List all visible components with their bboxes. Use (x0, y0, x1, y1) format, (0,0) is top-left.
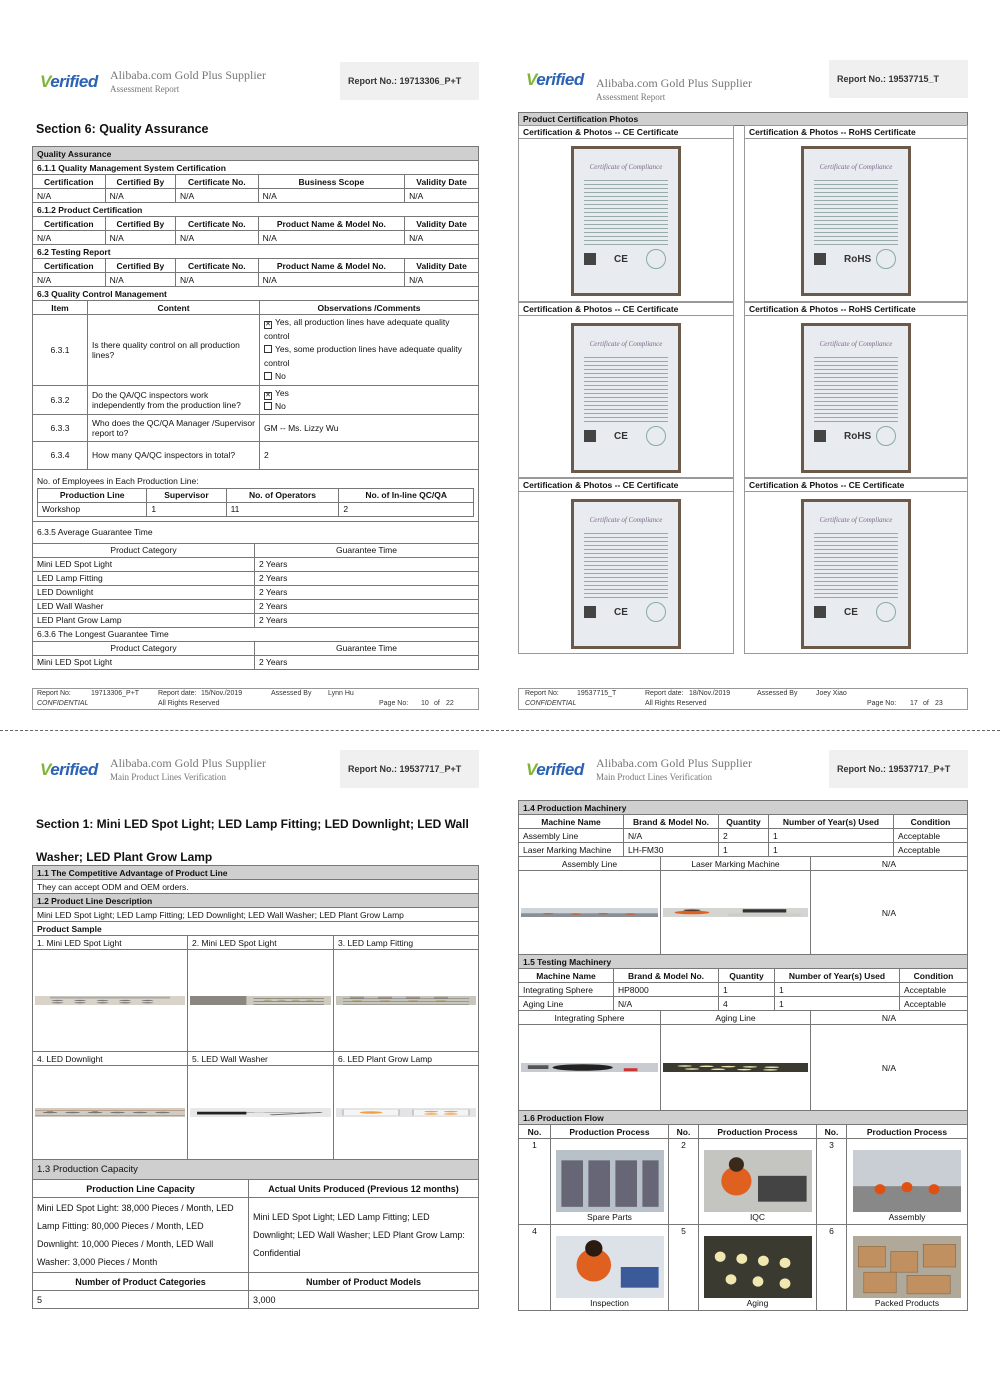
checkbox (264, 345, 272, 353)
table-header-cell: Number of Product Categories (33, 1273, 249, 1291)
table-cell: 6.1.2 Product Certification (33, 203, 479, 217)
checkbox-checked: ✕ (265, 391, 271, 399)
table-cell: 3 (817, 1139, 847, 1225)
verified-logo: Verified (40, 760, 98, 779)
table-cell: Guarantee Time (255, 543, 479, 557)
table-header-cell: Certificate No. (176, 259, 259, 273)
table-cell: 4. LED Downlight (33, 1052, 188, 1066)
qr-code-icon (814, 430, 826, 442)
table-cell: 1.5 Testing Machinery (519, 955, 968, 969)
table-header-cell: Machine Name (519, 815, 624, 829)
table-cell: Acceptable (894, 843, 968, 857)
table-cell: Integrating Sphere (519, 1011, 661, 1025)
table-cell (188, 1066, 334, 1160)
table-cell: N/A (614, 997, 719, 1011)
table-cell (661, 1025, 811, 1111)
guarantee-table (32, 521, 479, 670)
table-cell: Aging Line (661, 1011, 811, 1025)
table-cell: Laser Marking Machine (661, 857, 811, 871)
qr-code-icon (584, 430, 596, 442)
table-cell: IQC (699, 1139, 817, 1225)
table-cell: Do the QA/QC inspectors work independently from the production line? (88, 385, 260, 414)
table-cell: N/A (405, 231, 479, 245)
table-cell: LH-FM30 (624, 843, 719, 857)
table-header-cell: Certified By (105, 259, 175, 273)
qr-code-icon (584, 606, 596, 618)
table-cell: 5 (33, 1291, 249, 1309)
table-cell: 2 Years (255, 613, 479, 627)
employees-table (37, 488, 474, 517)
table-cell: HP8000 (614, 983, 719, 997)
table-cell: Mini LED Spot Light; LED Lamp Fitting; LED Downlight; LED Wall Washer; LED Plant Grow Lamp: Confidential (249, 1198, 479, 1273)
report-number: Report No.: 19537717_P+T (340, 750, 479, 788)
checkbox (264, 372, 272, 380)
table-header-cell: No. of Operators (226, 488, 339, 502)
table-cell: N/A (405, 189, 479, 203)
table-cell: 2 (339, 502, 474, 516)
table-header-cell: Number of Year(s) Used (775, 969, 900, 983)
table-cell: 2. Mini LED Spot Light (188, 936, 334, 950)
supplier-title: Alibaba.com Gold Plus Supplier Main Product Lines Verification (596, 756, 752, 782)
table-header-cell: Certification (33, 259, 106, 273)
table-cell: Is there quality control on all production lines? (88, 315, 260, 386)
table-cell: LED Wall Washer (33, 599, 255, 613)
table-cell: Product Sample (33, 922, 479, 936)
report-header (32, 750, 479, 810)
table-cell: Spare Parts (551, 1139, 669, 1225)
table-cell: 6.3.5 Average Guarantee Time (33, 521, 479, 543)
table-cell: 2 (260, 441, 479, 469)
section-title: Section 6: Quality Assurance (36, 122, 209, 136)
product-photo (35, 1108, 185, 1117)
table-header-cell: Quantity (719, 969, 775, 983)
table-header-cell: Product Name & Model No. (258, 217, 404, 231)
table-cell: 11 (226, 502, 339, 516)
page-certification-photos (518, 60, 968, 712)
table-cell: Assembly Line (519, 829, 624, 843)
table-header-cell: No. (669, 1125, 699, 1139)
product-photo (336, 996, 476, 1005)
table-header-cell: Certified By (105, 217, 175, 231)
table-header-cell: No. (519, 1125, 551, 1139)
table-header-cell: Brand & Model No. (624, 815, 719, 829)
product-photo (35, 996, 185, 1005)
table-cell: 1. Mini LED Spot Light (33, 936, 188, 950)
table-header-cell: Certificate No. (176, 175, 259, 189)
qr-code-icon (814, 606, 826, 618)
table-cell: 5 (669, 1225, 699, 1311)
table-header-cell: Quantity (719, 815, 769, 829)
checkbox (264, 402, 272, 410)
table-header-cell: Condition (894, 815, 968, 829)
table-cell: Acceptable (900, 983, 968, 997)
report-number: Report No.: 19713306_P+T (340, 62, 479, 100)
table-header-cell: Validity Date (405, 175, 479, 189)
verified-logo: Verified (40, 72, 98, 91)
quality-control-table (32, 300, 479, 470)
checkbox-checked: ✕ (265, 321, 271, 328)
table-header-cell: Business Scope (258, 175, 404, 189)
table-cell (334, 950, 479, 1052)
product-photo (190, 996, 331, 1005)
table-cell: Product Category (33, 641, 255, 655)
production-machinery-table (518, 800, 968, 857)
flow-photo (853, 1150, 961, 1212)
table-cell: 6.3.6 The Longest Guarantee Time (33, 627, 479, 641)
table-cell: Assembly Line (519, 857, 661, 871)
section-title: Section 1: Mini LED Spot Light; LED Lamp Fitting; LED Downlight; LED Wall Washer; LED Plant Grow Lamp (36, 817, 469, 864)
table-header-cell: Certification (33, 217, 106, 231)
production-capacity-table (32, 1159, 479, 1309)
flow-photo (556, 1236, 664, 1298)
table-header-cell: Item (33, 301, 88, 315)
table-cell: N/A (624, 829, 719, 843)
table-header-cell: Production Line (38, 488, 147, 502)
seal-icon (876, 602, 896, 622)
supplier-title: Alibaba.com Gold Plus Supplier Main Product Lines Verification (110, 756, 266, 782)
machinery-photo (521, 908, 658, 917)
table-header-cell: Validity Date (405, 259, 479, 273)
table-cell: 1.1 The Competitive Advantage of Product Line (33, 866, 479, 880)
table-cell: 1 (769, 829, 894, 843)
table-header-cell: No. of In-line QC/QA (339, 488, 474, 502)
table-cell (33, 950, 188, 1052)
table-header-cell: Certified By (105, 175, 175, 189)
table-header-cell: Content (88, 301, 260, 315)
table-header-cell: Validity Date (405, 217, 479, 231)
product-photo (190, 1108, 331, 1117)
table-cell: Guarantee Time (255, 641, 479, 655)
table-cell: Integrating Sphere (519, 983, 614, 997)
table-cell: Aging (699, 1225, 817, 1311)
table-cell: LED Plant Grow Lamp (33, 613, 255, 627)
table-cell: Who does the QC/QA Manager /Supervisor report to? (88, 414, 260, 441)
table-cell: Aging Line (519, 997, 614, 1011)
supplier-title: Alibaba.com Gold Plus Supplier Assessment Report (596, 76, 752, 102)
table-header-cell: Actual Units Produced (Previous 12 months) (249, 1180, 479, 1198)
table-cell: 6.3.1 (33, 315, 88, 386)
supplier-title: Alibaba.com Gold Plus Supplier Assessment Report (110, 68, 266, 94)
table-cell: N/A (176, 273, 259, 287)
table-cell: 2 Years (255, 571, 479, 585)
flow-photo (853, 1236, 961, 1298)
table-header-cell: Production Process (551, 1125, 669, 1139)
seal-icon (646, 426, 666, 446)
table-cell: 1.4 Production Machinery (519, 801, 968, 815)
report-footer: Report No: 19713306_P+T Report date: 15/Nov./2019 Assessed By Lynn Hu CONFIDENTIAL All Rights Reserved Page No: 10 of 22 (32, 688, 479, 710)
machinery-photos (518, 856, 968, 955)
table-cell: Inspection (551, 1225, 669, 1311)
verified-logo: Verified (526, 70, 584, 89)
table-cell: N/A (258, 189, 404, 203)
page-main-product-lines (32, 750, 479, 1322)
table-cell: Workshop (38, 502, 147, 516)
flow-photo (704, 1236, 812, 1298)
seal-icon (646, 602, 666, 622)
table-cell: 1 (719, 983, 775, 997)
table-cell: Laser Marking Machine (519, 843, 624, 857)
table-cell: 4 (719, 997, 775, 1011)
table-cell: 6.2 Testing Report (33, 245, 479, 259)
table-cell: Acceptable (894, 829, 968, 843)
table-cell: LED Lamp Fitting (33, 571, 255, 585)
table-cell: 1 (775, 997, 900, 1011)
table-cell: 5. LED Wall Washer (188, 1052, 334, 1066)
table-cell: Mini LED Spot Light: 38,000 Pieces / Month, LED Lamp Fitting: 80,000 Pieces / Month, LED Downlight: 10,000 Pieces / Month, LED Wall Washer: 3,000 Pieces / Month (33, 1198, 249, 1273)
testing-machinery-table (518, 954, 968, 1011)
table-cell: N/A (33, 231, 106, 245)
table-header-cell: Production Process (699, 1125, 817, 1139)
report-number: Report No.: 19537715_T (829, 60, 968, 98)
table-cell: 6.1.1 Quality Management System Certification (33, 161, 479, 175)
table-cell: GM -- Ms. Lizzy Wu (260, 414, 479, 441)
table-cell: How many QA/QC inspectors in total? (88, 441, 260, 469)
table-cell: 3. LED Lamp Fitting (334, 936, 479, 950)
table-cell: 6. LED Plant Grow Lamp (334, 1052, 479, 1066)
table-header-cell: No. (817, 1125, 847, 1139)
report-number: Report No.: 19537717_P+T (829, 750, 968, 788)
table-cell: 1 (769, 843, 894, 857)
table-cell: Quality Assurance (33, 147, 479, 161)
table-cell: N/A (33, 273, 106, 287)
table-cell: 3,000 (249, 1291, 479, 1309)
table-cell: 2 Years (255, 655, 479, 669)
table-cell: Acceptable (900, 997, 968, 1011)
table-cell (33, 1066, 188, 1160)
seal-icon (876, 426, 896, 446)
table-cell: Product Category (33, 543, 255, 557)
table-header-cell: Certificate No. (176, 217, 259, 231)
quality-assurance-table (32, 146, 479, 301)
table-header-cell: Brand & Model No. (614, 969, 719, 983)
report-header (518, 60, 968, 120)
table-cell: 6.3.4 (33, 441, 88, 469)
table-cell (334, 1066, 479, 1160)
table-cell: N/A (258, 273, 404, 287)
cert-card: Certification & Photos -- CE Certificate Certificate of Compliance CE (744, 478, 968, 654)
table-cell: 1 (147, 502, 226, 516)
cert-card: Certification & Photos -- CE Certificate Certificate of Compliance CE (518, 478, 734, 654)
cert-card: Certification & Photos -- CE Certificate Certificate of Compliance CE (518, 125, 734, 302)
cert-photos-title: Product Certification Photos (518, 112, 968, 126)
table-cell (519, 871, 661, 955)
table-cell: 6.3.3 (33, 414, 88, 441)
table-cell: Packed Products (847, 1225, 968, 1311)
table-cell: 1.3 Production Capacity (33, 1160, 479, 1180)
table-cell: Mini LED Spot Light (33, 655, 255, 669)
table-cell: They can accept ODM and OEM orders. (33, 880, 479, 894)
table-cell: N/A (105, 189, 175, 203)
table-header-cell: Supervisor (147, 488, 226, 502)
table-cell: 6.3 Quality Control Management (33, 287, 479, 301)
machinery-photo (663, 908, 808, 917)
table-cell: Mini LED Spot Light; LED Lamp Fitting; LED Downlight; LED Wall Washer; LED Plant Grow Lamp (33, 908, 479, 922)
qr-code-icon (814, 253, 826, 265)
table-cell: 2 Years (255, 557, 479, 571)
table-cell: N/A (176, 189, 259, 203)
testing-photos (518, 1010, 968, 1111)
table-cell (661, 871, 811, 955)
table-header-cell: Observations /Comments (260, 301, 479, 315)
report-header (32, 62, 479, 122)
table-cell: 1 (519, 1139, 551, 1225)
table-header-cell: Production Process (847, 1125, 968, 1139)
cert-card: Certification & Photos -- RoHS Certificate Certificate of Compliance RoHS (744, 302, 968, 478)
seal-icon (876, 249, 896, 269)
flow-photo (556, 1150, 664, 1212)
table-cell: N/A (105, 273, 175, 287)
table-cell: ✕ Yes, all production lines have adequate quality control Yes, some production lines have adequate quality control No (260, 315, 479, 386)
table-cell: N/A (811, 1025, 968, 1111)
table-cell: 1.2 Product Line Description (33, 894, 479, 908)
machinery-photo (663, 1063, 808, 1072)
table-header-cell: Number of Product Models (249, 1273, 479, 1291)
table-header-cell: Certification (33, 175, 106, 189)
table-cell: Assembly (847, 1139, 968, 1225)
table-cell: N/A (811, 871, 968, 955)
table-cell: 2 Years (255, 585, 479, 599)
flow-photo (704, 1150, 812, 1212)
table-cell (188, 950, 334, 1052)
product-photo (336, 1108, 476, 1117)
table-cell: 6 (817, 1225, 847, 1311)
table-cell (519, 1025, 661, 1111)
table-header-cell: Machine Name (519, 969, 614, 983)
table-header-cell: Production Line Capacity (33, 1180, 249, 1198)
report-footer: Report No: 19537715_T Report date: 18/Nov./2019 Assessed By Joey Xiao CONFIDENTIAL All Rights Reserved Page No: 17 of 23 (518, 688, 968, 710)
table-cell: N/A (811, 1011, 968, 1025)
machinery-photo (521, 1063, 658, 1072)
table-cell: N/A (405, 273, 479, 287)
table-cell: N/A (258, 231, 404, 245)
table-cell: 2 (719, 829, 769, 843)
table-cell: N/A (33, 189, 106, 203)
table-cell: N/A (811, 857, 968, 871)
table-cell: ✕ Yes No (260, 385, 479, 414)
table-cell: LED Downlight (33, 585, 255, 599)
table-cell: 1 (719, 843, 769, 857)
cert-card: Certification & Photos -- RoHS Certificate Certificate of Compliance RoHS (744, 125, 968, 302)
page-quality-assurance: Verified Alibaba.com Gold Plus Supplier Assessment Report Report No.: 19713306_P+T Section 6: Quality Assurance Quality Assurance 6.1.1 Quality Management System Certification Certification Certified By Certificate No. Business Scope Validity Date N/A N/A N/A N/A N/A 6.1.2 Product Certification Certification Certified By Certificate No. Product Name & Model No. Validity Date N/A N/A N/A N/A N/A 6.2 Testing Report Certification Certified By Certificate No. Product Name & Model No. Validity Date N/A N/A N/A N/A N/A 6.3 Quality Control Management Item Content Observations /Comments 6.3.1 Is there quality control on all production lines? ✕ Yes, all production lines have adequate quality control Yes, some production lines have adequate quality control No 6.3.2 Do the QA/QC inspectors work independently from the production line? ✕ Yes No 6.3.3 Who does the QC/QA Manager /Supervisor report to? GM -- Ms. Lizzy Wu 6.3.4 How many QA/QC inspectors in total? 2 No. of Employees in Each Production Line: Production Line Supervisor No. of Operators No. of In-line QC/QA Workshop 1 11 2 6.3.5 Average Guarantee Time Product Category Guarantee Time Mini LED Spot Light 2 Years LED Lamp Fitting 2 Years LED Downlight 2 Years LED Wall Washer 2 Years LED Plant Grow Lamp 2 Years 6.3.6 The Longest Guarantee Time Product Category Guarantee Time Mini LED Spot Light 2 Years Report No: 19713306_P+T Report date: 15/Nov./2019 Assessed By Lynn Hu CONFIDENTIAL All Rights Reserved Page No: 10 of 22 (32, 62, 479, 712)
page-divider (0, 730, 1000, 731)
product-line-table (32, 865, 479, 1160)
table-cell: N/A (176, 231, 259, 245)
verified-logo: Verified (526, 760, 584, 779)
table-cell: 2 (669, 1139, 699, 1225)
production-flow-table (518, 1110, 968, 1311)
table-cell: 1.6 Production Flow (519, 1111, 968, 1125)
table-cell: 1 (775, 983, 900, 997)
table-cell: N/A (105, 231, 175, 245)
table-header-cell: Product Name & Model No. (258, 259, 404, 273)
table-cell: Mini LED Spot Light (33, 557, 255, 571)
table-cell: 6.3.2 (33, 385, 88, 414)
qr-code-icon (584, 253, 596, 265)
table-header-cell: Number of Year(s) Used (769, 815, 894, 829)
table-cell: 4 (519, 1225, 551, 1311)
table-cell: 2 Years (255, 599, 479, 613)
seal-icon (646, 249, 666, 269)
page-production-machinery (518, 750, 968, 1322)
table-header-cell: Condition (900, 969, 968, 983)
cert-card: Certification & Photos -- CE Certificate Certificate of Compliance CE (518, 302, 734, 478)
